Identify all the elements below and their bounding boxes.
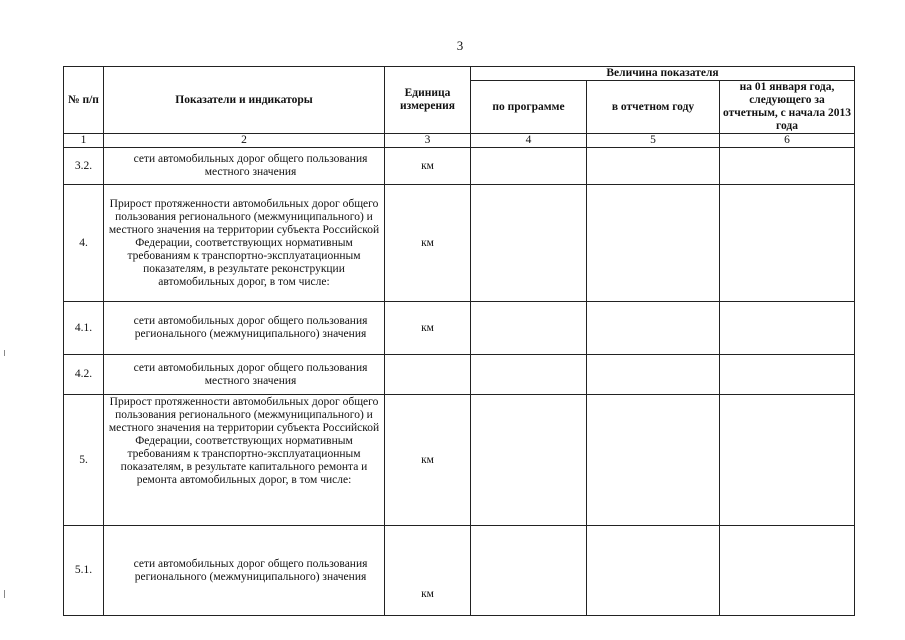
value-by-program (471, 302, 587, 355)
value-as-of (720, 395, 855, 526)
value-reporting-year (587, 355, 720, 395)
header-no: № п/п (64, 67, 104, 134)
value-reporting-year (587, 395, 720, 526)
header-as-of: на 01 января года, следующего за отчетным, с начала 2013 года (720, 81, 855, 134)
column-number: 1 (64, 134, 104, 148)
table-row (64, 185, 855, 302)
column-number: 4 (471, 134, 587, 148)
page-number: 3 (456, 38, 464, 53)
value-reporting-year (587, 185, 720, 302)
row-indicator: Прирост протяженности автомобильных дорог общего пользования регионального (межмуниципального) и местного значения на территории субъекта Российской Федерации, соответствующих нормативным требованиям к транспортно-эксплуатационным показателям, в результате капитального ремонта и ремонта автомобильных дорог, в том числе: (104, 395, 385, 526)
value-reporting-year (587, 302, 720, 355)
table-row (64, 355, 855, 395)
row-unit (385, 355, 471, 395)
row-number: 4. (64, 185, 104, 302)
header-row (64, 67, 855, 81)
table-row (64, 395, 855, 526)
row-unit: км (385, 526, 471, 616)
row-unit: км (385, 148, 471, 185)
value-by-program (471, 355, 587, 395)
row-number: 4.2. (64, 355, 104, 395)
value-by-program (471, 185, 587, 302)
row-number: 4.1. (64, 302, 104, 355)
header-by-program: по программе (471, 81, 587, 134)
row-indicator: сети автомобильных дорог общего пользования регионального (межмуниципального) значения (104, 526, 385, 616)
column-number: 5 (587, 134, 720, 148)
column-number: 6 (720, 134, 855, 148)
header-value-group: Величина показателя (471, 67, 855, 81)
column-number: 2 (104, 134, 385, 148)
table-row (64, 302, 855, 355)
indicators-table (63, 66, 855, 616)
row-indicator: сети автомобильных дорог общего пользования местного значения (104, 148, 385, 185)
row-unit: км (385, 395, 471, 526)
header-indicator: Показатели и индикаторы (104, 67, 385, 134)
value-reporting-year (587, 526, 720, 616)
row-indicator: сети автомобильных дорог общего пользования местного значения (104, 355, 385, 395)
table-row (64, 148, 855, 185)
value-by-program (471, 148, 587, 185)
table-row (64, 526, 855, 616)
row-number: 5. (64, 395, 104, 526)
value-by-program (471, 526, 587, 616)
header-reporting-year: в отчетном году (587, 81, 720, 134)
value-reporting-year (587, 148, 720, 185)
column-numbers-row (64, 134, 855, 148)
column-number: 3 (385, 134, 471, 148)
row-unit: км (385, 185, 471, 302)
value-as-of (720, 526, 855, 616)
row-indicator: сети автомобильных дорог общего пользования регионального (межмуниципального) значения (104, 302, 385, 355)
scan-mark (4, 350, 5, 356)
row-indicator: Прирост протяженности автомобильных дорог общего пользования регионального (межмуниципального) и местного значения на территории субъекта Российской Федерации, соответствующих нормативным требованиям к транспортно-эксплуатационным показателям, в результате реконструкции автомобильных дорог, в том числе: (104, 185, 385, 302)
row-number: 5.1. (64, 526, 104, 616)
value-as-of (720, 355, 855, 395)
scan-mark (4, 590, 5, 598)
value-as-of (720, 148, 855, 185)
value-by-program (471, 395, 587, 526)
row-unit: км (385, 302, 471, 355)
value-as-of (720, 185, 855, 302)
row-number: 3.2. (64, 148, 104, 185)
value-as-of (720, 302, 855, 355)
header-unit: Единица измерения (385, 67, 471, 134)
